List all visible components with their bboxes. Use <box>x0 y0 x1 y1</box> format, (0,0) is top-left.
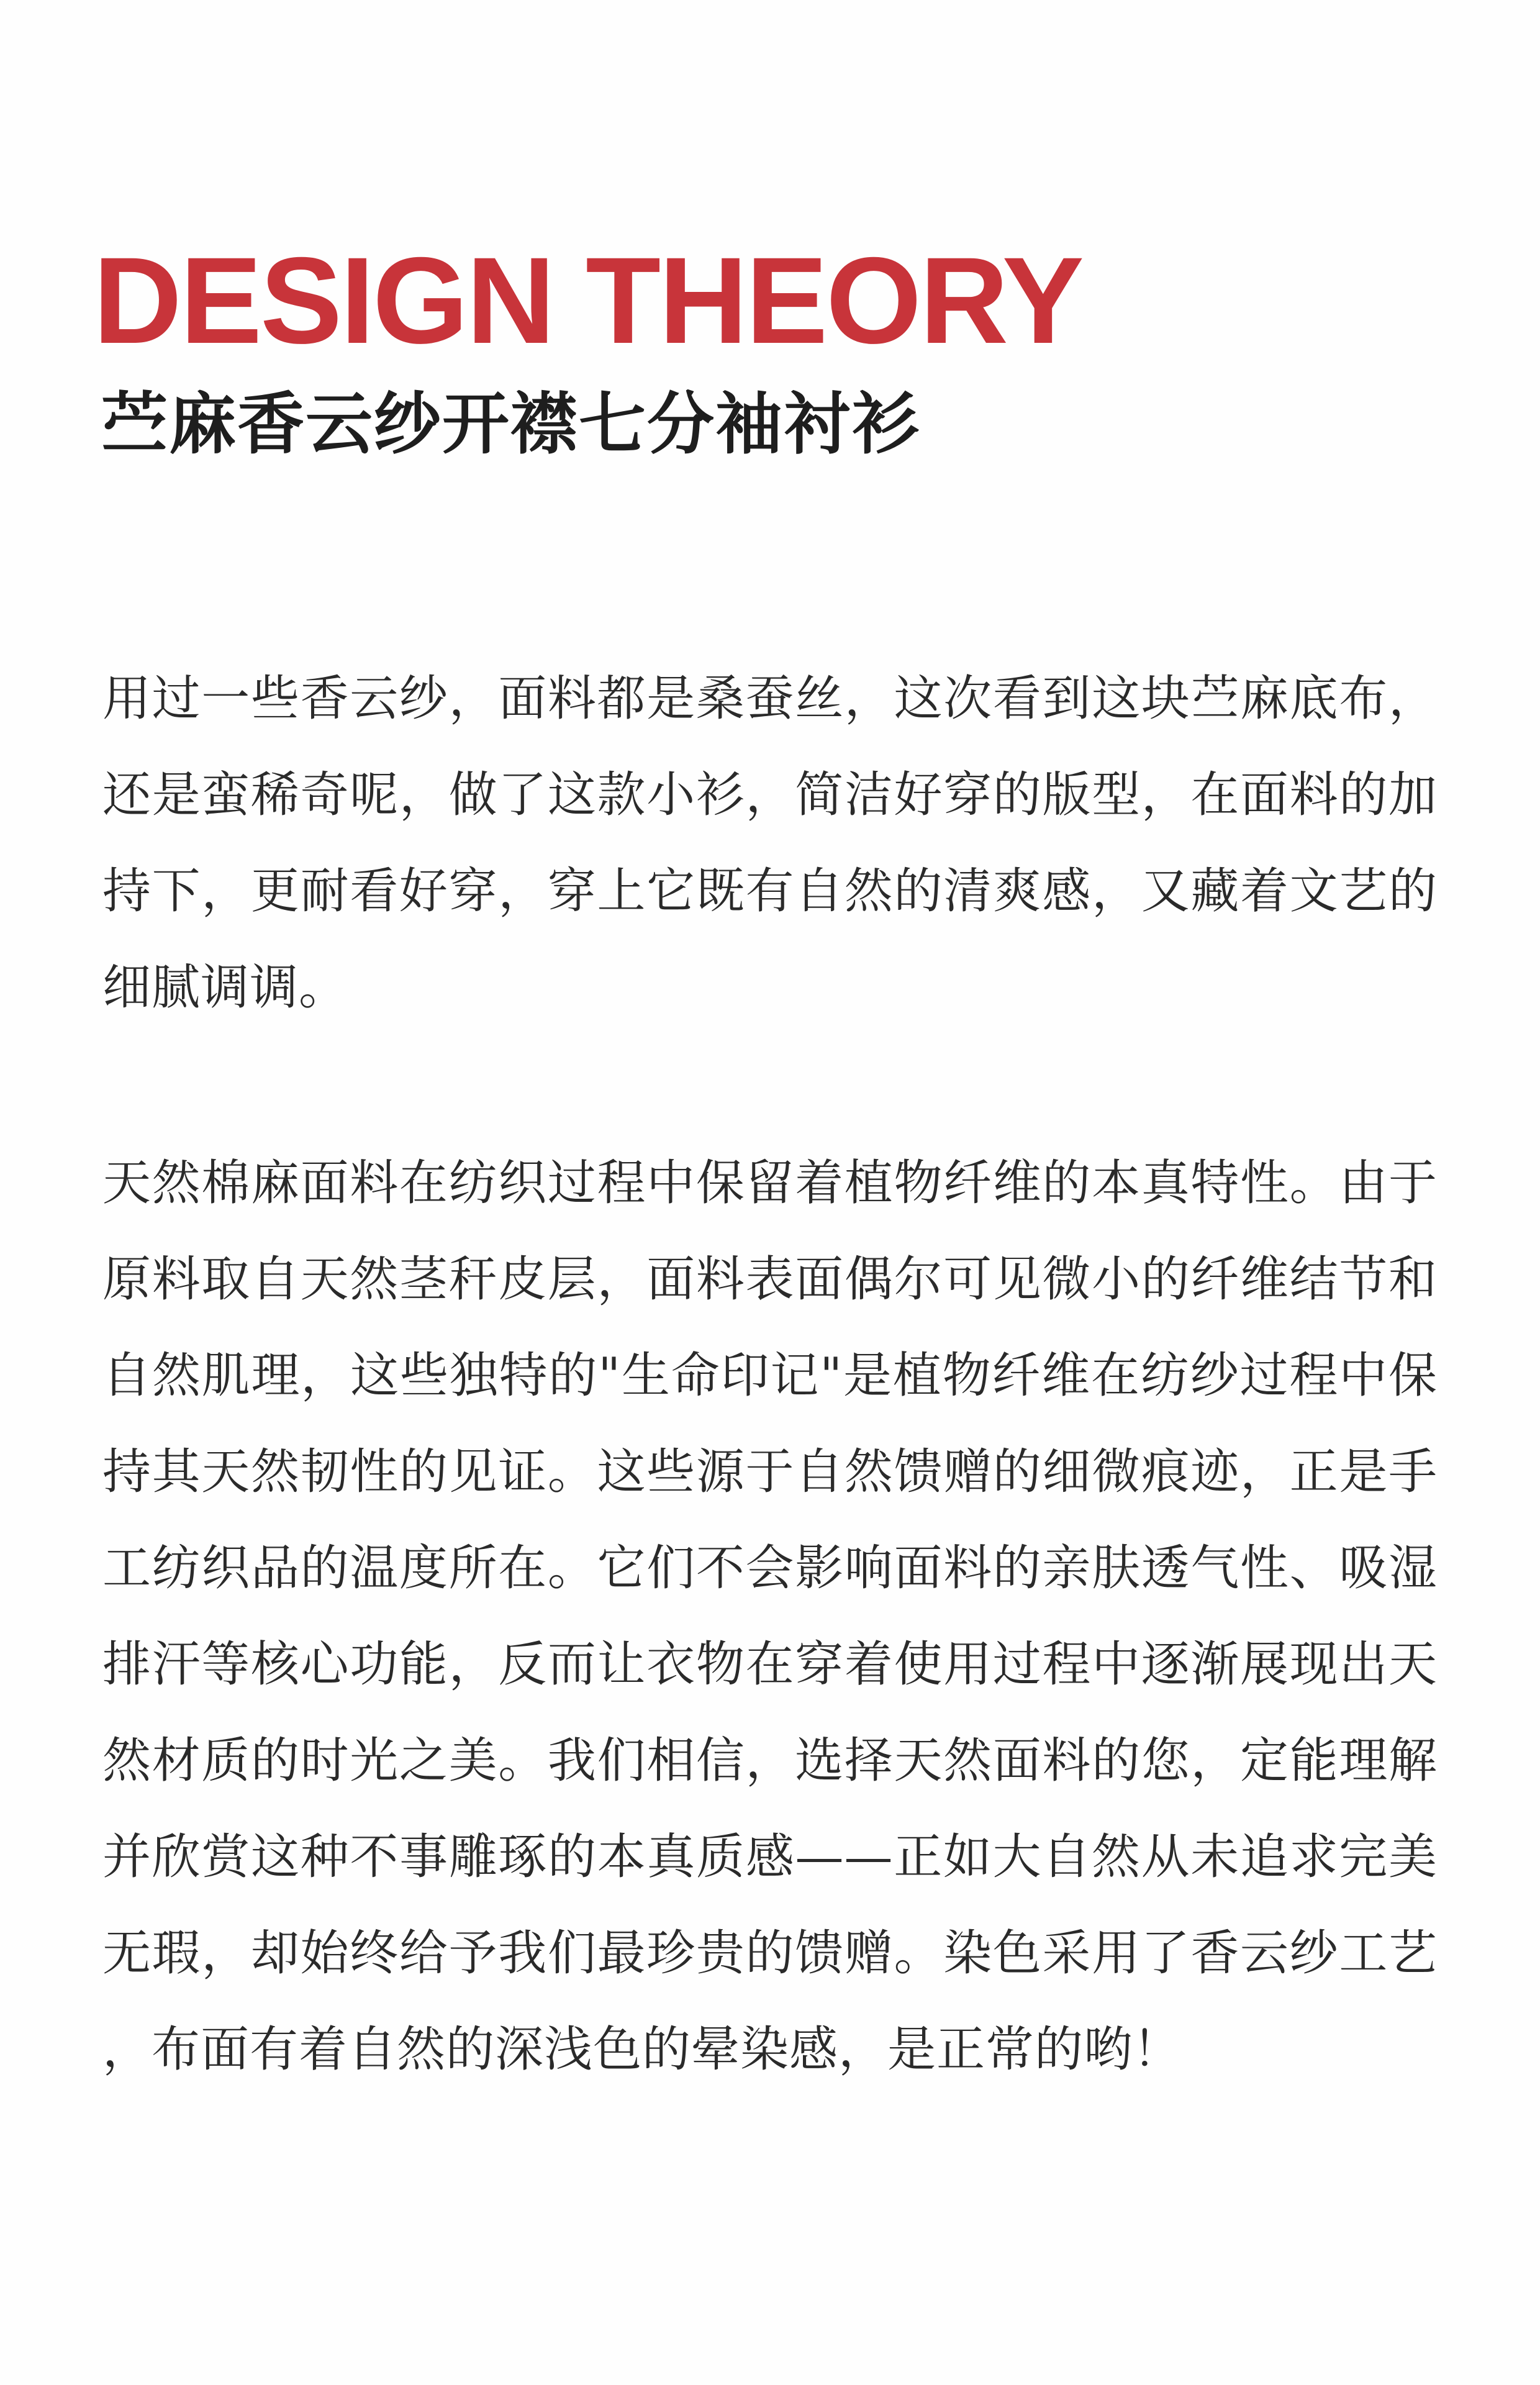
description-paragraph-2: 天然棉麻面料在纺织过程中保留着植物纤维的本真特性。由于原料取自天然茎秆皮层，面料表面偶尔可见微小的纤维结节和自然肌理，这些独特的"生命印记"是植物纤维在纺纱过程中保持其天然韧性的见证。这些源于自然馈赠的细微痕迹，正是手工纺织品的温度所在。它们不会影响面料的亲肤透气性、吸湿排汗等核心功能，反而让衣物在穿着使用过程中逐渐展现出天然材质的时光之美。我们相信，选择天然面料的您，定能理解并欣赏这种不事雕琢的本真质感——正如大自然从未追求完美无瑕，却始终给予我们最珍贵的馈赠。染色采用了香云纱工艺，布面有着自然的深浅色的晕染感，是正常的哟！ <box>102 1155 1438 2078</box>
description-paragraph-1: 用过一些香云纱，面料都是桑蚕丝，这次看到这块苎麻底布，还是蛮稀奇呢，做了这款小衫，简洁好穿的版型，在面料的加持下，更耐看好穿，穿上它既有自然的清爽感，又藏着文艺的细腻调调。 <box>102 671 1438 1015</box>
page-title: DESIGN THEORY <box>93 232 1082 369</box>
product-name: 苎麻香云纱开襟七分袖衬衫 <box>101 386 921 463</box>
